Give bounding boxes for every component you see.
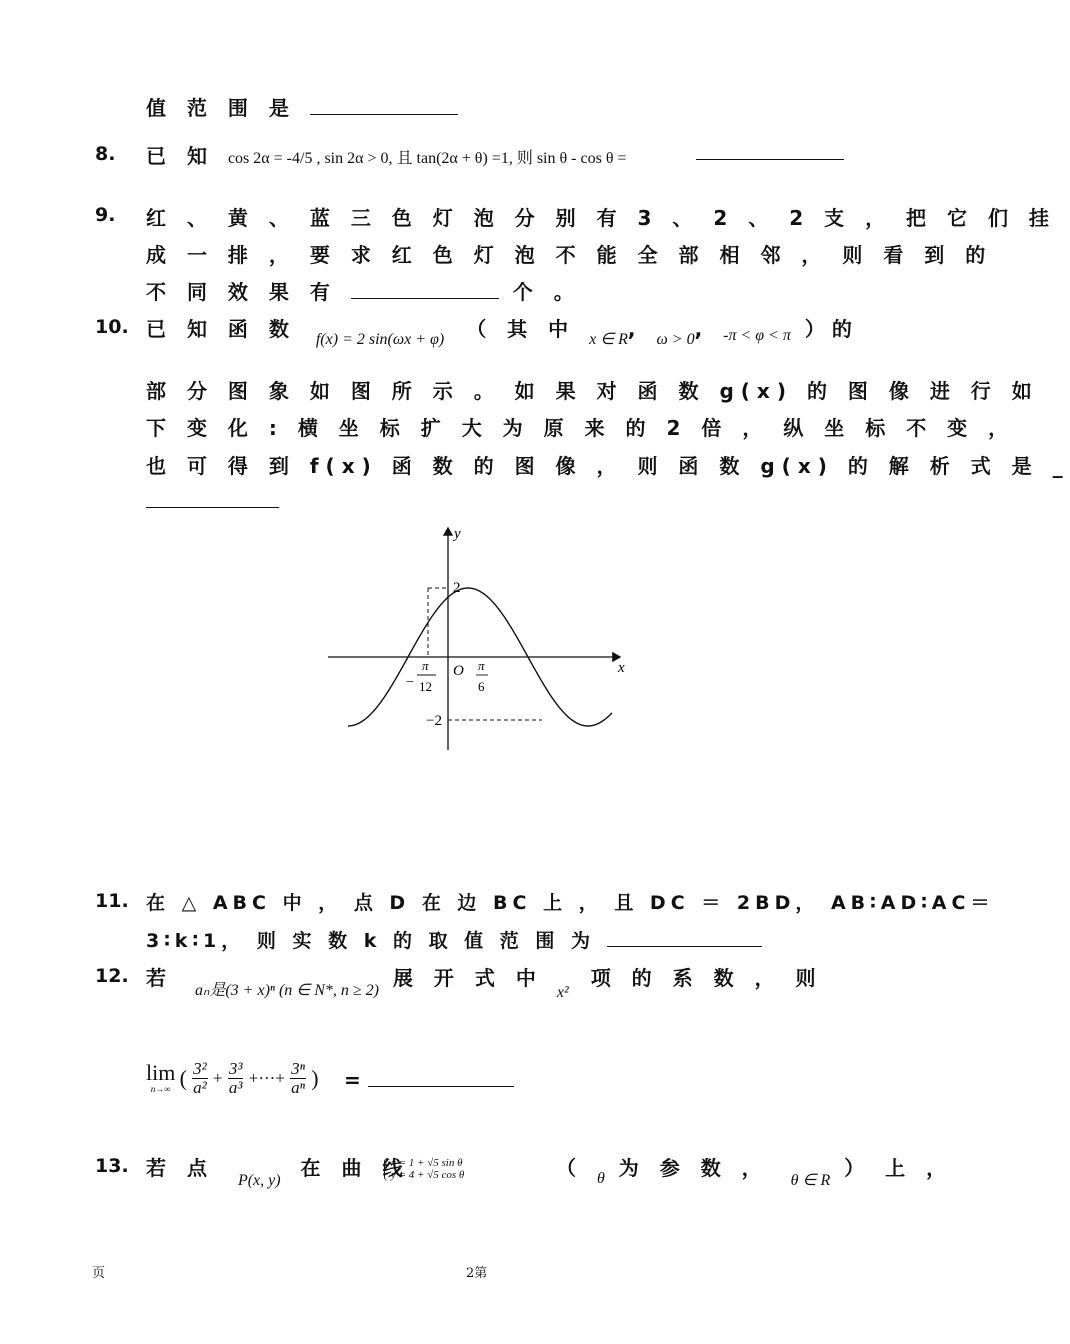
q11-line2 <box>146 926 762 953</box>
q8-lead: 已 知 <box>146 144 214 168</box>
q12-tail: 项 的 系 数 ， 则 <box>590 966 823 990</box>
q13-lead: 若 点 <box>146 1156 214 1180</box>
tick-left-sign: − <box>406 675 414 690</box>
q9-line3-a: 不 同 效 果 有 <box>146 280 337 304</box>
q8-line <box>146 140 627 169</box>
q12-plus: + <box>213 1068 223 1088</box>
footer-left: 页 <box>92 1266 106 1281</box>
q12-term1 <box>192 1060 208 1097</box>
q12-term1-num: 3² <box>193 1059 207 1078</box>
q13-paren-open: （ <box>556 1156 583 1180</box>
q12-cond: aₙ是(3 + x)ⁿ (n ∈ N*, n ≥ 2) <box>194 982 379 999</box>
q12-term2 <box>228 1060 244 1097</box>
q12-lead: 若 <box>146 966 173 990</box>
q10-cond2: ω > 0 <box>656 331 695 348</box>
q8-formula: cos 2α = -4/5 , sin 2α > 0, 且 tan(2α + θ) =1, 则 sin θ - cos θ = <box>227 150 627 167</box>
max-label: 2 <box>453 580 461 596</box>
q12-term1-den: a² <box>193 1077 207 1097</box>
q10-paren-open: （ 其 中 <box>466 317 576 341</box>
q13-line1-rest <box>556 1152 954 1189</box>
tick-right-num: π <box>478 658 485 673</box>
q13-cond: θ ∈ R <box>790 1172 831 1189</box>
q12-equals-line <box>344 1068 514 1092</box>
q13-line1 <box>146 1152 410 1189</box>
q10-line1: 已 知 函 数 $_{f(x) = 2 sin(\omega x + \varphi)}$ （ 其 中 $_{x \in R}$, $_{\omega > 0}$, $_{-\pi < \varphi < \pi}$ ）的 <box>146 317 859 348</box>
q13-tail: ） 上 ， <box>844 1156 954 1180</box>
q10-line4: 也 可 得 到 f(x) 函 数 的 图 像 ， 则 函 数 g(x) 的 解 析 式 是 _ <box>146 454 1070 478</box>
y-axis-label: y <box>454 526 461 542</box>
q9-answer-blank <box>351 297 499 299</box>
q7-tail <box>146 92 458 121</box>
q12-line1 <box>146 962 823 1001</box>
q10-cond1: x ∈ R <box>589 331 628 348</box>
x-axis-label: x <box>618 660 625 676</box>
tick-left-den: 12 <box>419 679 432 694</box>
q12-term3 <box>290 1060 306 1097</box>
q12-mid: 展 开 式 中 <box>392 966 543 990</box>
q12-term3-den: aⁿ <box>291 1077 306 1097</box>
q12-eq: = <box>344 1068 361 1092</box>
q10-line3: 下 变 化 : 横 坐 标 扩 大 为 原 来 的 2 倍 ， 纵 坐 标 不 变 ， <box>146 416 1016 440</box>
q11-answer-blank <box>607 945 762 947</box>
origin-label: O <box>453 663 464 679</box>
q8-number: 8. <box>95 143 116 165</box>
q8-answer-blank <box>696 158 844 160</box>
q12-term2-den: a³ <box>228 1077 243 1097</box>
q9-line2: 成 一 排 ， 要 求 红 色 灯 泡 不 能 全 部 相 邻 ， 则 看 到 的 <box>146 243 993 267</box>
q10-cond3: -π < φ < π <box>723 327 791 344</box>
q9-line3-b: 个 。 <box>512 280 581 304</box>
q9-number: 9. <box>95 204 116 226</box>
q12-term2-num: 3³ <box>228 1059 243 1078</box>
q9-line3 <box>146 276 581 305</box>
q10-func: f(x) = 2 sin(ωx + φ) <box>315 331 445 348</box>
q13-curve-x: x = 1 + √5 sin θ <box>391 1157 463 1169</box>
q10-lead: 已 知 函 数 <box>146 317 296 341</box>
q12-x2: x² <box>556 984 569 1001</box>
q13-curve-y: y = 4 + √5 cos θ <box>391 1168 465 1181</box>
q10-line2: 部 分 图 象 如 图 所 示 。 如 果 对 函 数 g(x) 的 图 像 进 行 如 <box>146 379 1039 403</box>
q11-number: 11. <box>95 890 129 912</box>
q12-term3-num: 3ⁿ <box>291 1059 306 1078</box>
q13-param: 为 参 数 ， <box>618 1156 769 1180</box>
q12-lim: lim <box>146 1060 176 1086</box>
q12-lim-block <box>146 1062 175 1094</box>
q12-limit <box>146 1060 319 1097</box>
q12-paren-close: ) <box>311 1065 319 1091</box>
q9-line1: 红 、 黄 、 蓝 三 色 灯 泡 分 别 有 3 、 2 、 2 支 ， 把 它 们 挂 <box>146 206 1056 230</box>
q11-line1: 在 △ ABC 中 ， 点 D 在 边 BC 上 ， 且 DC ＝ 2BD， AB∶AD∶AC＝ <box>146 892 995 914</box>
q12-dots: +···+ <box>248 1068 285 1088</box>
q13-curve <box>384 1158 464 1181</box>
q13-theta: θ <box>596 1170 605 1187</box>
sine-graph <box>320 520 640 760</box>
q12-number: 12. <box>95 965 129 987</box>
tick-left-num: π <box>422 658 429 673</box>
min-label: −2 <box>426 713 442 729</box>
q10-number: 10. <box>95 316 129 338</box>
q13-mid: 在 曲 线 <box>300 1156 410 1180</box>
q10-answer-blank <box>146 506 279 508</box>
q10-paren-close: ）的 <box>804 317 859 341</box>
q7-answer-blank <box>310 113 458 115</box>
q13-number: 13. <box>95 1155 129 1177</box>
q12-paren-open: ( <box>179 1065 187 1091</box>
tick-right-den: 6 <box>478 679 485 694</box>
q11-line2-text: 3∶k∶1， 则 实 数 k 的 取 值 范 围 为 <box>146 930 596 952</box>
footer-center: 2第 <box>466 1266 488 1281</box>
q12-lim-sub: n→∞ <box>150 1084 171 1095</box>
q7-tail-text: 值 范 围 是 <box>146 96 296 120</box>
q13-point: P(x, y) <box>237 1172 281 1189</box>
q12-answer-blank <box>368 1085 514 1087</box>
